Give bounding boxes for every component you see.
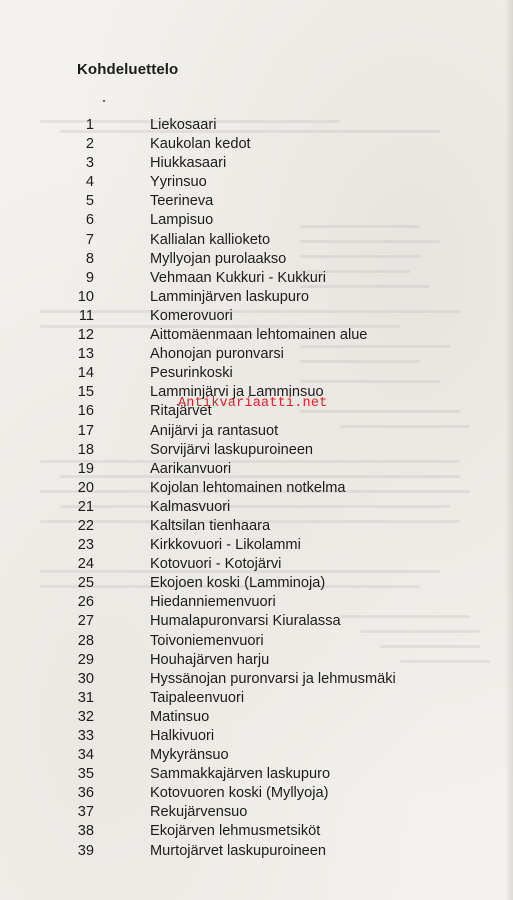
site-number: 20 bbox=[77, 479, 94, 496]
site-name: Kirkkovuori - Likolammi bbox=[150, 537, 301, 554]
list-item bbox=[0, 173, 513, 192]
site-name: Taipaleenvuori bbox=[150, 689, 245, 706]
site-number: 34 bbox=[77, 747, 94, 764]
site-name: Humalapuronvarsi Kiuralassa bbox=[150, 613, 341, 630]
list-item bbox=[0, 517, 513, 536]
site-name: Kallialan kallioketo bbox=[150, 231, 271, 248]
site-number: 31 bbox=[77, 689, 94, 706]
list-item bbox=[0, 192, 513, 211]
site-name: Myllyojan purolaakso bbox=[150, 250, 287, 267]
list-item bbox=[0, 250, 513, 269]
stray-dot bbox=[103, 100, 105, 102]
site-name: Sorvijärvi laskupuroineen bbox=[150, 441, 314, 458]
site-number: 32 bbox=[77, 708, 94, 725]
list-item bbox=[0, 803, 513, 822]
list-item bbox=[0, 288, 513, 307]
site-number: 8 bbox=[85, 250, 94, 267]
site-name: Lamminjärven laskupuro bbox=[150, 288, 309, 305]
list-item bbox=[0, 479, 513, 498]
site-number: 24 bbox=[77, 556, 94, 573]
list-item bbox=[0, 765, 513, 784]
site-number: 21 bbox=[77, 498, 94, 515]
site-name: Kotovuoren koski (Myllyoja) bbox=[150, 785, 329, 802]
site-number: 35 bbox=[77, 766, 94, 783]
list-item bbox=[0, 231, 513, 250]
list-item bbox=[0, 842, 513, 861]
list-item bbox=[0, 498, 513, 517]
site-number: 11 bbox=[78, 307, 94, 324]
site-number: 6 bbox=[85, 212, 94, 229]
list-item bbox=[0, 154, 513, 173]
site-number: 27 bbox=[77, 613, 94, 630]
site-name: Ritajärvet bbox=[150, 403, 212, 420]
site-name: Kaukolan kedot bbox=[150, 136, 251, 153]
list-item bbox=[0, 326, 513, 345]
site-name: Anijärvi ja rantasuot bbox=[150, 422, 279, 439]
site-number: 9 bbox=[85, 269, 94, 286]
site-name: Houhajärven harju bbox=[150, 651, 270, 668]
site-name: Komerovuori bbox=[150, 307, 233, 324]
site-number: 28 bbox=[77, 632, 94, 649]
list-item bbox=[0, 746, 513, 765]
list-item bbox=[0, 670, 513, 689]
page-title: Kohdeluettelo bbox=[77, 61, 179, 78]
site-name: Matinsuo bbox=[150, 708, 210, 725]
site-name: Halkivuori bbox=[150, 728, 215, 744]
list-item bbox=[0, 632, 513, 651]
site-name: Sammakkajärven laskupuro bbox=[150, 766, 331, 783]
list-item bbox=[0, 135, 513, 154]
site-number: 13 bbox=[77, 346, 94, 363]
site-number: 19 bbox=[77, 460, 94, 477]
list-item bbox=[0, 441, 513, 460]
page-edge-shadow bbox=[505, 0, 513, 900]
site-number: 23 bbox=[77, 537, 94, 554]
site-number: 17 bbox=[77, 422, 94, 439]
list-item bbox=[0, 822, 513, 841]
site-name: Ekojoen koski (Lamminoja) bbox=[150, 575, 326, 592]
site-name: Hiukkasaari bbox=[150, 155, 227, 172]
list-item bbox=[0, 689, 513, 708]
list-item bbox=[0, 708, 513, 727]
site-number: 37 bbox=[77, 804, 94, 821]
site-name: Aarikanvuori bbox=[150, 460, 232, 477]
site-number: 22 bbox=[77, 517, 94, 534]
site-number: 29 bbox=[77, 651, 94, 668]
site-name: Kotovuori - Kotojärvi bbox=[150, 556, 282, 573]
list-item bbox=[0, 364, 513, 383]
list-item bbox=[0, 345, 513, 364]
watermark-text: Antikvariaatti.net bbox=[178, 396, 328, 411]
list-item bbox=[0, 612, 513, 631]
list-item bbox=[0, 727, 513, 746]
site-name: Toivoniemenvuori bbox=[150, 632, 264, 649]
site-number: 2 bbox=[85, 136, 94, 153]
site-name: Hiedanniemenvuori bbox=[150, 594, 276, 611]
site-number: 4 bbox=[85, 174, 94, 191]
list-item bbox=[0, 555, 513, 574]
list-item bbox=[0, 651, 513, 670]
site-number: 5 bbox=[85, 193, 94, 210]
list-item bbox=[0, 460, 513, 479]
site-number: 10 bbox=[77, 288, 94, 305]
site-name: Kalmasvuori bbox=[150, 498, 231, 515]
site-number: 30 bbox=[77, 670, 94, 687]
list-item bbox=[0, 269, 513, 288]
site-list bbox=[0, 116, 513, 861]
list-item bbox=[0, 574, 513, 593]
site-name: Teerineva bbox=[150, 193, 214, 210]
site-number: 1 bbox=[85, 117, 94, 133]
site-name: Liekosaari bbox=[150, 117, 217, 133]
list-item bbox=[0, 422, 513, 441]
site-name: Mykyränsuo bbox=[150, 747, 229, 764]
site-number: 7 bbox=[85, 231, 94, 248]
site-name: Vehmaan Kukkuri - Kukkuri bbox=[150, 269, 327, 286]
site-number: 18 bbox=[77, 441, 94, 458]
site-number: 26 bbox=[77, 594, 94, 611]
list-item bbox=[0, 116, 513, 135]
site-name: Ahonojan puronvarsi bbox=[150, 346, 284, 363]
site-number: 12 bbox=[77, 327, 94, 344]
site-name: Lampisuo bbox=[150, 212, 214, 229]
list-item bbox=[0, 307, 513, 326]
site-name: Hyssänojan puronvarsi ja lehmusmäki bbox=[150, 670, 396, 687]
site-number: 3 bbox=[85, 155, 94, 172]
site-name: Yyrinsuo bbox=[150, 174, 207, 191]
site-name: Lamminjärvi ja Lamminsuo bbox=[150, 384, 324, 401]
site-number: 15 bbox=[77, 384, 94, 401]
site-name: Murtojärvet laskupuroineen bbox=[150, 842, 327, 859]
site-name: Ekojärven lehmusmetsiköt bbox=[150, 823, 321, 840]
list-item bbox=[0, 784, 513, 803]
site-number: 33 bbox=[77, 728, 94, 744]
list-item bbox=[0, 536, 513, 555]
site-number: 38 bbox=[77, 823, 94, 840]
list-item bbox=[0, 593, 513, 612]
site-name: Kaltsilan tienhaara bbox=[150, 517, 271, 534]
site-number: 25 bbox=[77, 575, 94, 592]
site-number: 36 bbox=[77, 785, 94, 802]
site-name: Kojolan lehtomainen notkelma bbox=[150, 479, 346, 496]
site-number: 39 bbox=[77, 842, 94, 859]
list-item bbox=[0, 211, 513, 230]
site-number: 14 bbox=[77, 365, 94, 382]
site-name: Aittomäenmaan lehtomainen alue bbox=[150, 327, 368, 344]
site-name: Pesurinkoski bbox=[150, 365, 233, 382]
site-name: Rekujärvensuo bbox=[150, 804, 248, 821]
site-number: 16 bbox=[77, 403, 94, 420]
